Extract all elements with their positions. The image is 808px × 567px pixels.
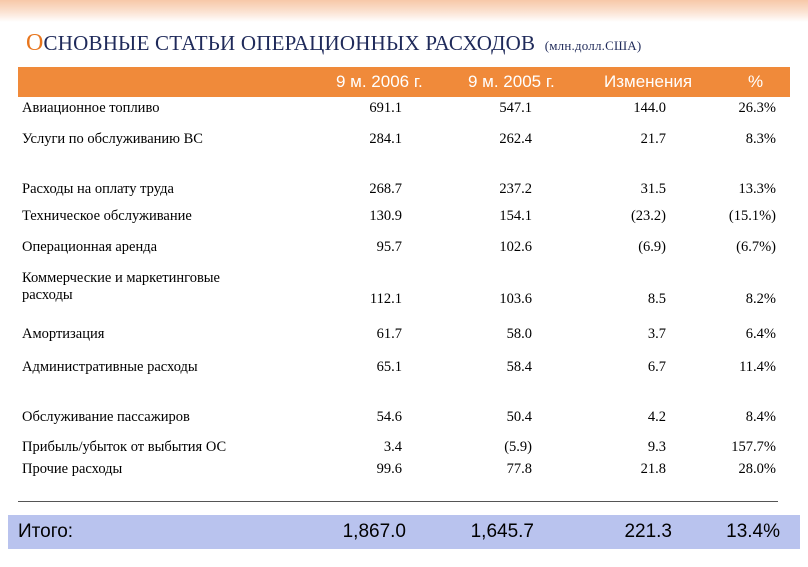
cell-change: 4.2 [647, 409, 666, 425]
cell-2006: 99.6 [376, 461, 402, 477]
cell-2006: 112.1 [369, 291, 402, 307]
cell-2006: 95.7 [376, 239, 402, 255]
cell-change: 8.5 [647, 291, 666, 307]
cell-change: (23.2) [630, 208, 666, 224]
row-label: Административные расходы [22, 359, 198, 375]
cell-percent: 8.4% [745, 409, 776, 425]
cell-2005: 102.6 [499, 239, 532, 255]
row-label-line2: расходы [22, 287, 73, 303]
cell-2005: 237.2 [499, 181, 532, 197]
row-label: Расходы на оплату труда [22, 181, 174, 197]
cell-percent: 28.0% [738, 461, 776, 477]
row-label-line1: Прибыль/убыток от выбытия ОС [22, 439, 227, 455]
cell-2006: 61.7 [376, 326, 402, 342]
cell-change: 21.8 [640, 461, 666, 477]
cell-change: 6.7 [647, 359, 666, 375]
cell-percent: 26.3% [738, 100, 776, 116]
header-percent: % [748, 72, 764, 91]
row-label: Операционная аренда [22, 239, 158, 255]
header-2006: 9 м. 2006 г. [336, 72, 423, 91]
row-label-line2: Прочие расходы [22, 461, 123, 477]
cell-percent: (15.1%) [728, 208, 776, 224]
page-title [26, 30, 641, 57]
cell-change: (6.9) [638, 239, 666, 255]
row-label-line1: Коммерческие и маркетинговые [22, 270, 220, 286]
total-2006: 1,867.0 [342, 521, 406, 542]
cell-change: 21.7 [640, 131, 666, 147]
top-gradient-bar [0, 0, 808, 22]
table-divider [18, 501, 778, 502]
cell-2005: 58.0 [506, 326, 532, 342]
cell-percent: 6.4% [745, 326, 776, 342]
cell-percent: 13.3% [738, 181, 776, 197]
cell-2006: 65.1 [376, 359, 402, 375]
row-label: Обслуживание пассажиров [22, 409, 190, 425]
cell-change: 9.3 [647, 439, 666, 455]
row-label: Услуги по обслуживанию ВС [22, 131, 203, 147]
cell-2005: 77.8 [506, 461, 532, 477]
cell-2005: 154.1 [499, 208, 532, 224]
cell-2006: 691.1 [369, 100, 402, 116]
total-2005: 1,645.7 [470, 521, 534, 542]
header-2005: 9 м. 2005 г. [468, 72, 555, 91]
row-label: Техническое обслуживание [22, 208, 192, 224]
cell-percent: 11.4% [739, 359, 776, 375]
total-percent: 13.4% [726, 521, 780, 542]
cell-2005: 262.4 [499, 131, 532, 147]
cell-change: 144.0 [633, 100, 666, 116]
cell-change: 3.7 [647, 326, 666, 342]
total-change: 221.3 [624, 521, 672, 542]
title-first-letter: О [26, 30, 44, 56]
cell-2005: 547.1 [499, 100, 532, 116]
cell-2005: 50.4 [506, 409, 532, 425]
total-label: Итого: [18, 521, 74, 542]
cell-change: 31.5 [640, 181, 666, 197]
cell-2005: (5.9) [504, 439, 532, 455]
cell-percent: (6.7%) [736, 239, 776, 255]
cell-2005: 58.4 [506, 359, 532, 375]
cell-percent: 8.2% [745, 291, 776, 307]
title-unit: (млн.долл.США) [544, 38, 642, 53]
cell-2006: 284.1 [369, 131, 402, 147]
cell-2006: 268.7 [369, 181, 402, 197]
cell-2006: 130.9 [369, 208, 402, 224]
cell-2006: 54.6 [376, 409, 402, 425]
row-label: Авиационное топливо [22, 100, 160, 116]
header-change: Изменения [604, 72, 693, 91]
row-label: Амортизация [22, 326, 105, 342]
cell-2005: 103.6 [499, 291, 532, 307]
title-text: СНОВНЫЕ СТАТЬИ ОПЕРАЦИОННЫХ РАСХОДОВ [43, 31, 536, 55]
cell-percent: 157.7% [731, 439, 776, 455]
cell-percent: 8.3% [745, 131, 776, 147]
cell-2006: 3.4 [383, 439, 402, 455]
